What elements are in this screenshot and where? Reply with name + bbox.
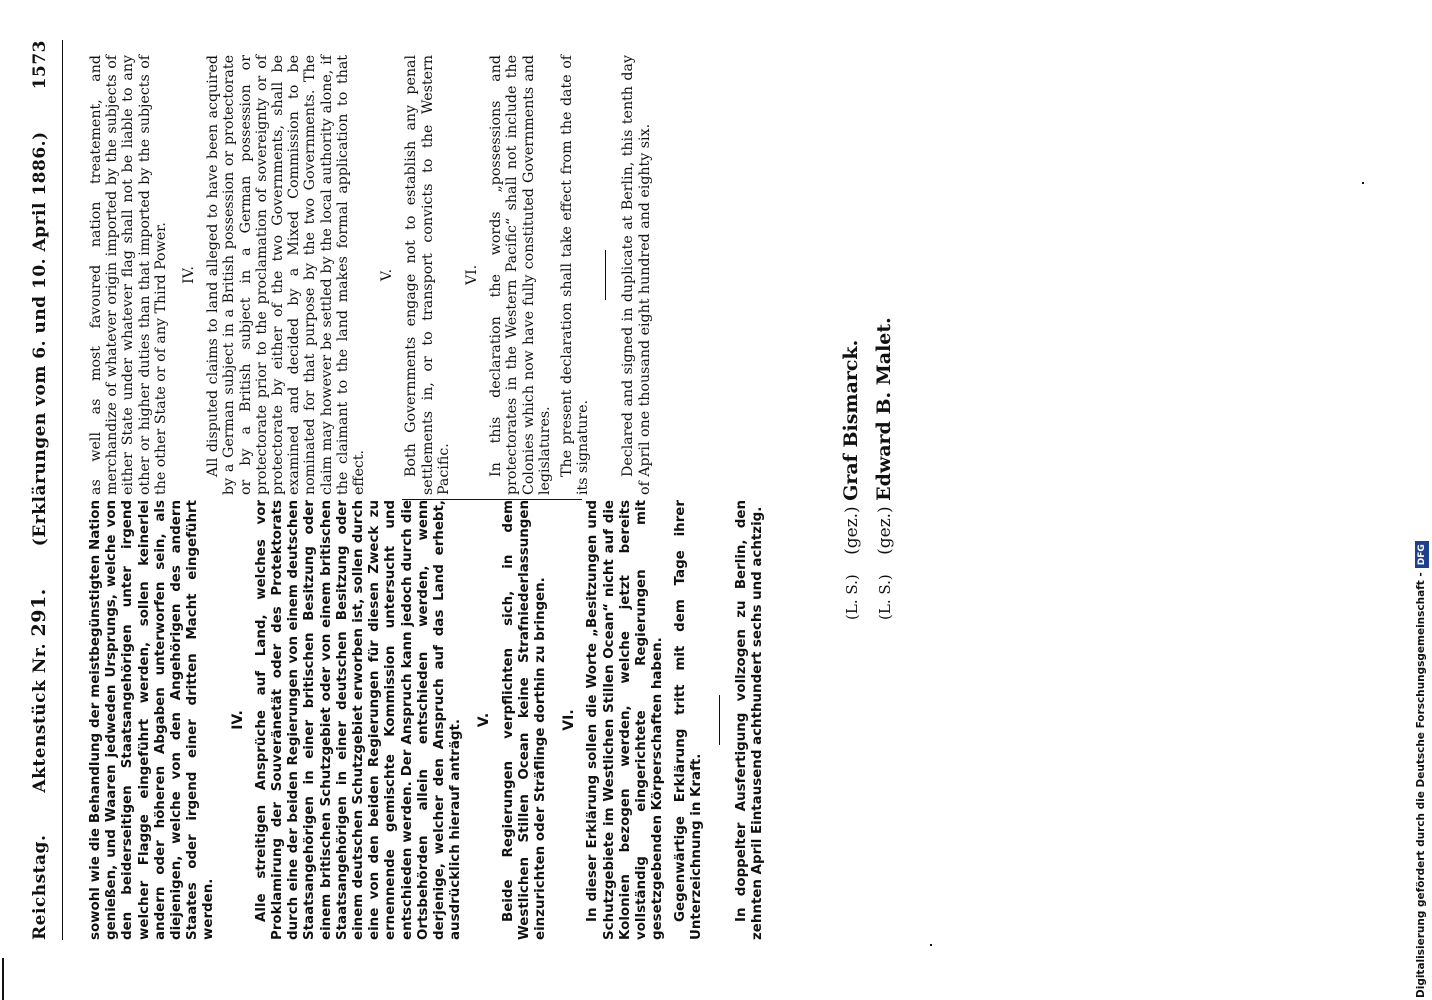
english-paragraph: Both Governments engage not to establish any penal settlements in, or to transport convicts to the Western Pacific.	[403, 55, 452, 495]
signature-line	[835, 100, 868, 620]
english-paragraph: In this declaration the words „possessions and protectorates in the Western Pacific“ shall not include the Colonies which now have fully constituted Governments and legislatures.	[488, 55, 553, 495]
signature-block	[835, 100, 901, 620]
seal-label: (L. S.)	[876, 574, 894, 620]
english-paragraph: All disputed claims to land alleged to have been acquired by a German subject in a British possession or protectorate or by a British subject in a German possession or protectorate prior to the proclamation of sovereignty or of protectorate by either of the two Governments, shall be examined and decided by a Mixed Commission to be nominated for that purpose by the two Governments. The claim may however be settled by the local authority alone, if the claimant to the land makes formal application to that effect.	[205, 55, 368, 495]
english-section-heading: IV.	[181, 266, 198, 284]
english-closing: Declared and signed in duplicate at Berlin, this tenth day of April one thousand eight hundred and eighty six.	[620, 55, 653, 495]
header-rule	[62, 40, 63, 940]
german-paragraph: Beide Regierungen verpflichten sich, in dem Westlichen Stillen Ocean keine Strafniederlassungen einzurichten oder Sträflinge dorthin zu bringen.	[500, 500, 549, 940]
german-column	[88, 500, 772, 940]
signatory-name: Edward B. Malet.	[873, 317, 895, 501]
scan-speck	[930, 944, 932, 946]
dfg-logo: DFG	[1415, 541, 1429, 568]
german-section-heading: V.	[476, 712, 493, 728]
scan-edge-mark	[2, 958, 4, 1000]
section-divider	[605, 250, 606, 300]
german-closing: In doppelter Ausfertigung vollzogen zu Berlin, den zehnten April Eintausend achthundert sechs und achtzig.	[733, 500, 766, 940]
german-paragraph: Gegenwärtige Erklärung tritt mit dem Tage ihrer Unterzeichnung in Kraft.	[672, 500, 704, 940]
digitization-credit	[1412, 0, 1432, 1000]
page-header	[28, 40, 54, 940]
german-paragraph: Alle streitigen Ansprüche auf Land, welches vor Proklamirung der Souveränetät oder des Protektorats durch eine der beiden Regierungen von einem deutschen Staatsangehörigen in einer britischen Besitzung oder einem britischen Schutzgebiet oder von einem britischen Staatsangehörigen in einer deutschen Besitzung oder einem deutschen Schutzgebiet erworben ist, sollen durch eine von den beiden Regierungen für diesen Zweck zu ernennende gemischte Kommission untersucht und entschieden werden. Der Anspruch kann jedoch durch die Ortsbehörden allein entschieden werden, wenn derjenige, welcher den Anspruch auf das Land erhebt, ausdrücklich hierauf anträgt.	[253, 500, 464, 940]
signature-line	[868, 100, 901, 620]
english-paragraph: The present declaration shall take effect from the date of its signature.	[559, 55, 592, 495]
english-paragraph: as well as most favoured nation treatement, and merchandize of whatever origin imported by the subjects of either State under whatever flag shall not be liable to any other or higher duties than that imported by the subjects of the other State or of any Third Power.	[88, 55, 169, 495]
header-doc-label: Aktenstück Nr.	[30, 642, 50, 793]
page-number: 1573	[30, 40, 50, 90]
credit-text-wrap	[1412, 8, 1430, 998]
gez-label: (gez.)	[842, 506, 862, 555]
header-left: Reichstag.	[30, 834, 50, 940]
section-divider	[719, 695, 720, 745]
column-divider	[402, 499, 582, 500]
english-column	[88, 55, 659, 495]
credit-text: Digitalisierung gefördert durch die Deutsche Forschungsgemeinschaft -	[1415, 572, 1427, 998]
header-center: (Erklärungen vom 6. und 10. April 1886.)	[30, 131, 50, 547]
english-section-heading: VI.	[464, 264, 481, 286]
german-section-heading: VI.	[561, 709, 578, 731]
german-section-heading: IV.	[229, 710, 246, 730]
signatory-name: Graf Bismarck.	[840, 339, 862, 501]
scan-speck	[1362, 182, 1364, 184]
gez-label: (gez.)	[875, 506, 895, 555]
header-doc-number: 291.	[28, 588, 50, 637]
header-doc	[28, 588, 50, 792]
german-paragraph: In dieser Erklärung sollen die Worte „Besitzungen und Schutzgebiete im Westlichen Stillen Ocean“ nicht auf die Kolonien bezogen werden, welche jetzt bereits vollständig eingerichtete Regierungen mit gesetzgebenden Körperschaften haben.	[585, 500, 666, 940]
seal-label: (L. S.)	[843, 574, 861, 620]
english-section-heading: V.	[379, 268, 396, 282]
german-paragraph: sowohl wie die Behandlung der meistbegünstigten Nation genießen, und Waaren jedweden Ursprungs, welche von den beiderseitigen Staatsangehörigen unter irgend welcher Flagge eingeführt werden, sollen keinerlei andern oder höheren Abgaben unterworfen sein, als diejenigen, welche von den Angehörigen des andern Staates oder irgend einer dritten Macht eingeführt werden.	[88, 500, 217, 940]
